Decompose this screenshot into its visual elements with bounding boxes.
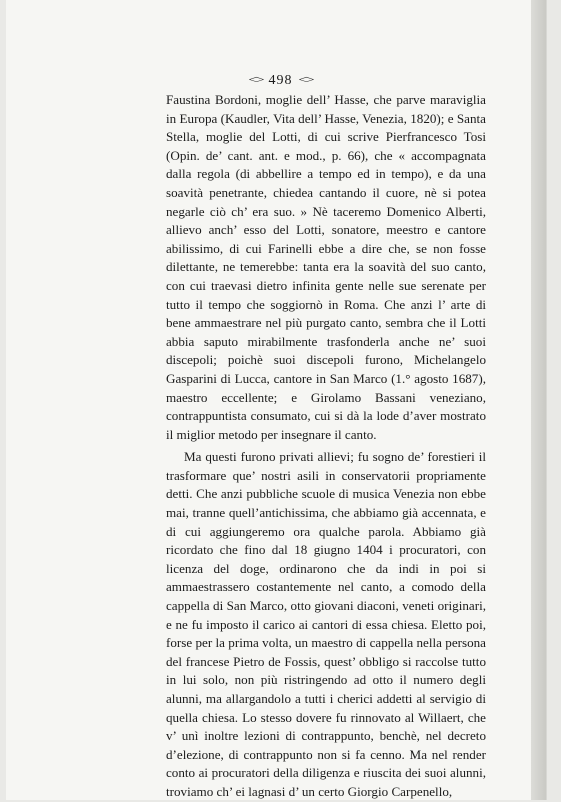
paragraph-1: Faustina Bordoni, moglie dell’ Hasse, che parve maraviglia in Europa (Kaudler, Vita dell’ Hasse, Venezia, 1820); e Santa Stella, moglie del Lotti, di cui scrive Pierfrancesco Tosi (Opin. de’ cant. ant. e mod., p. 66), che « accompagnata dalla regola (di abbellire a tempo ed in tempo), e da una soavità penetrante, chiedea cantando il cuore, nè si potea negarle ciò ch’ era suo. » Nè taceremo Domenico Alberti, allievo anch’ esso del Lotti, sonatore, meestro e cantore abilissimo, di cui Farinelli ebbe a dire che, se non fosse dilettante, ne temerebbe: tanta era la soavità del suo canto, con cui traevasi dietro infinita gente nelle sue serenate per tutto il tempo che soggiornò in Roma. Che anzi l’ arte di bene ammaestrare nel più purgato canto, sembra che il Lotti abbia saputo mirabilmente trasfonderla anche ne’ suoi discepoli; poichè suoi discepoli furono, Michelangelo Gasparini di Lucca, cantore in San Marco (1.° agosto 1687), maestro eccellente; e Girolamo Bassani veneziano, contrappuntista consumato, cui si dà la lode d’aver mostrato il miglior metodo per insegnare il canto. xyxy=(166,92,486,442)
page-number: 498 xyxy=(268,73,293,88)
body-text xyxy=(166,91,486,802)
page-edge-shadow xyxy=(531,0,546,800)
left-ornament-icon: <> xyxy=(247,75,263,87)
right-ornament-icon: <> xyxy=(298,75,314,87)
page-header xyxy=(0,73,561,89)
paragraph-2: Ma questi furono privati allievi; fu sogno de’ forestieri il trasformare que’ nostri asili in conservatorii propriamente detti. Che anzi pubbliche scuole di musica Venezia non ebbe mai, tranne quell’antichissima, che abbiamo già accennata, e di cui aggiungeremo ora qualche parola. Abbiamo già ricordato che fino dal 18 giugno 1404 i procuratori, con licenza del doge, ordinarono che da indi in poi si ammaestrassero costantemente nel canto, a comodo della cappella di San Marco, otto giovani diaconi, veneti originari, e ne fu imposto il carico ai cantori di essa chiesa. Eletto poi, forse per la prima volta, un maestro di cappella nella persona del francese Pietro de Fossis, quest’ obbligo si raccolse tutto in lui solo, non più ristringendo ad otto il numero degli alunni, ma allargandolo a tutti i cherici addetti al servigio di quella chiesa. Lo stesso dovere fu rinnovato al Willaert, che v’ unì inoltre lezioni di contrappunto, benchè, nel decreto d’elezione, di contrappunto non si fa cenno. Ma nel render conto ai procuratori della diligenza e riuscita dei suoi alunni, troviamo ch’ ei lagnasi d’ un certo Giorgio Carpenello, xyxy=(166,449,486,799)
